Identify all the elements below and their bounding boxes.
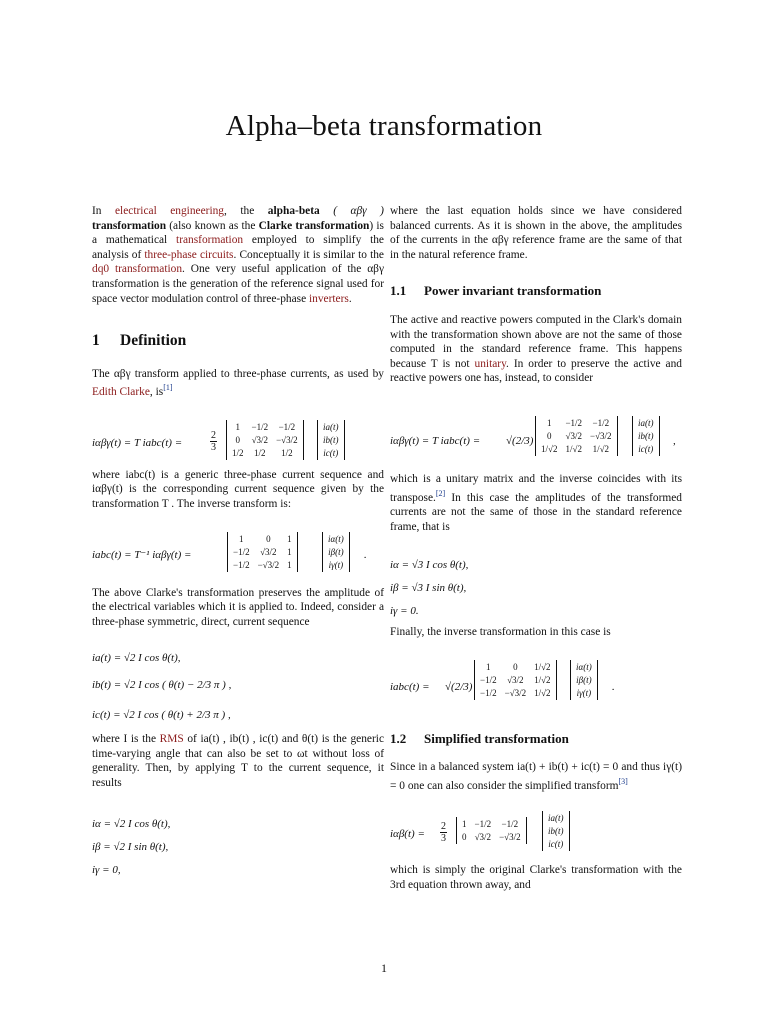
pow-text-1: The active and reactive powers computed in the Clark's domain with the transformation shown above are not the same of those computed in the standard reference frame. This happens because T is not [390,313,682,370]
eq3-line-c: ic(t) = √2 I cos ( θ(t) + 2/3 π ) , [92,709,231,722]
eq1-matrix-cell: 0 [235,434,240,445]
def-text-1: The αβγ transform applied to three-phase currents, as used by [92,367,384,380]
eq2-vector [322,532,350,572]
citation-1[interactable]: [1] [163,383,173,393]
eq4-line-gamma: iγ = 0, [92,863,121,876]
eq5-matrix-cell: 1 [546,417,552,428]
eq5-matrix-cell: √3/2 [565,430,582,441]
eq6-line-alpha: iα = √3 I cos θ(t), [390,559,469,572]
intro-text-4: ) is a mathematical [92,219,384,247]
page-number: 1 [381,961,387,975]
eq4-line-beta: iβ = √2 I sin θ(t), [92,840,169,853]
link-unitary[interactable]: unitary [474,357,507,370]
eq6-line-beta: iβ = √3 I sin θ(t), [390,582,467,595]
eq3-line-a: ia(t) = √2 I cos θ(t), [92,652,181,665]
eq5-tail: , [673,434,676,447]
eq7-tail: . [612,680,615,693]
subsection-title-2: Simplified transformation [424,730,569,746]
subsection-number: 1.1 [390,283,407,299]
simplified-paragraph [390,760,682,793]
link-three-phase-circuits[interactable]: three-phase circuits [144,248,234,261]
term-alpha-beta: alpha-beta [267,205,320,217]
unitary-text-1: which is a unitary matrix and the inverse coincides with its transpose. [390,472,682,504]
intro-text-6: . Conceptually it is similar to the [233,248,384,261]
eq5-matrix-cell: 1/√2 [541,443,558,454]
section-heading-definition [92,334,384,349]
where-paragraph-1: where iabc(t) is a generic three-phase current sequence and iαβγ(t) is the corresponding current sequence given by the transformation T . The inverse transform is: [92,468,384,510]
eq1-matrix-cell: √3/2 [251,434,269,445]
eq1-vector-cell: ia(t) [323,421,339,432]
eq5-vector-cell: ic(t) [638,443,654,454]
eq2-tail: . [364,548,367,561]
eq8-lhs: iαβ(t) = [390,828,425,841]
term-transformation: transformation [92,219,167,232]
intro-text-1: In [92,205,115,217]
where2-text-1: where I is the [92,733,160,746]
eq1-coefficient [210,430,217,453]
eq1-matrix-cell: 1/2 [281,447,293,458]
symbol-abg: ( αβγ ) [333,205,384,217]
eq2-matrix-cell: −√3/2 [257,559,280,570]
eq1-matrix-cell: −1/2 [278,421,296,432]
link-electrical-engineering[interactable]: electrical engineering [115,205,225,217]
equation-power-invariant [390,414,682,472]
page-title: Alpha–beta transformation [225,110,543,142]
eq8-matrix-cell: −1/2 [501,819,519,830]
eq1-matrix-cell: 1/2 [254,447,266,458]
eq1-vector [317,420,345,460]
equation-alpha-beta-result [92,813,384,882]
finally-paragraph: Finally, the inverse transformation in this case is [390,626,611,639]
eq1-matrix-cell: −1/2 [251,421,269,432]
eq2-matrix-cell: 1 [239,533,244,544]
pow-text-2: . In order to preserve the active and reactive powers one has, instead, to consider [390,357,682,385]
citation-3[interactable]: [3] [618,776,628,786]
eq5-matrix-cell: −√3/2 [590,430,612,441]
eq8-vector-cell: ib(t) [548,826,564,837]
eq5-vector-cell: ia(t) [638,417,654,428]
section-title: Definition [120,332,187,350]
equation-power-amplitudes [390,554,682,623]
intro-text-3: (also known as the [166,219,259,232]
power-paragraph [390,313,682,386]
eq5-coefficient: √(2/3) [506,434,534,447]
eq8-matrix-cell: −√3/2 [499,832,521,843]
eq1-coef-num: 2 [211,429,216,441]
eq5-lhs: iαβγ(t) = T iabc(t) = [390,434,481,447]
eq8-vector-cell: ia(t) [548,813,564,824]
link-edith-clarke[interactable]: Edith Clarke [92,386,150,399]
definition-paragraph [92,367,384,400]
subsection-heading-simplified [390,732,682,747]
eq2-matrix-cell: 1 [287,559,292,570]
subsection-number-2: 1.2 [390,730,407,746]
intro-paragraph [92,204,384,306]
eq1-vector-cell: ib(t) [323,434,339,445]
eq2-matrix-cell: 0 [266,533,271,544]
eq7-matrix-cell: 1/√2 [534,661,551,672]
eq2-matrix-cell: −1/2 [233,546,250,557]
equation-simplified [390,811,682,863]
eq7-matrix-cell: 0 [513,661,518,672]
eq1-matrix-cell: 1 [235,421,240,432]
eq7-matrix-cell: √3/2 [507,674,524,685]
eq1-lhs: iαβγ(t) = T iabc(t) = [92,436,183,449]
eq8-matrix-cell: 0 [462,832,467,843]
simp-text-1: Since in a balanced system ia(t) + ib(t) + ic(t) = 0 and thus iγ(t) = 0 one can also consider the simplified transform [390,761,682,792]
link-rms[interactable]: RMS [159,733,184,746]
eq5-vector [632,416,660,456]
eq7-vector-cell: iα(t) [576,661,592,672]
eq8-matrix-cell: 1 [462,819,467,830]
eq2-matrix-cell: 1 [287,533,292,544]
where2-text-2: of ia(t) , ib(t) , ic(t) and θ(t) is the generic time-varying angle that can also be set to ωt without loss of generality. Then, by applying T to the current sequence, it results [92,733,384,790]
eq8-vector [542,811,570,851]
subsection-heading-power-invariant [390,284,682,299]
eq1-vector-cell: ic(t) [323,447,339,458]
eq8-coef-num: 2 [441,821,446,833]
eq7-matrix-cell: 1/√2 [534,687,551,698]
unitary-text-2: In this case the amplitudes of the transformed currents are not the same of those in the standard reference frame, that is [390,491,682,533]
eq7-vector-cell: iβ(t) [576,674,592,685]
clarke-preserves-paragraph: The above Clarke's transformation preserves the amplitude of the electrical variables which it is applied to. Indeed, consider a three-phase symmetric, direct, current sequence [92,586,384,628]
equation-inverse-power-invariant [390,658,682,718]
link-dq0-transformation[interactable]: dq0 transformation [92,263,183,276]
eq2-matrix-cell: √3/2 [260,546,277,557]
link-transformation[interactable]: transformation [176,234,244,247]
eq5-matrix-cell: 1/√2 [565,443,582,454]
eq2-vector-cell: iα(t) [328,533,344,544]
section-number: 1 [92,332,100,350]
eq2-vector-cell: iγ(t) [328,559,344,570]
equation-clarke-transform [92,418,384,468]
def-text-2: , is [149,386,164,399]
eq1-coef-den: 3 [211,441,216,453]
eq7-matrix-cell: 1 [486,661,491,672]
citation-2[interactable]: [2] [435,488,446,498]
eq2-vector-cell: iβ(t) [328,546,344,557]
right-column [390,200,682,892]
eq5-vector-cell: ib(t) [638,430,654,441]
eq3-line-b: ib(t) = √2 I cos ( θ(t) − 2/3 π ) , [92,679,232,692]
eq8-matrix [456,817,527,844]
eq7-vector [570,660,598,700]
eq1-matrix-cell: −√3/2 [276,434,298,445]
eq5-matrix-cell: 0 [546,430,552,441]
eq5-matrix-cell: −1/2 [592,417,610,428]
eq2-matrix-cell: 1 [287,546,292,557]
eq1-matrix-cell: 1/2 [232,447,244,458]
equation-current-sequence [92,647,384,730]
eq2-matrix-cell: −1/2 [233,559,250,570]
eq8-coef-den: 3 [441,833,446,845]
eq7-coefficient: √(2/3) [445,680,473,693]
eq6-line-gamma: iγ = 0. [390,605,419,618]
right-top-paragraph: where the last equation holds since we have considered balanced currents. As it is shown in the above, the amplitudes of the currents in the αβγ reference frame are the same of that in the natural reference frame. [390,205,682,261]
eq5-matrix [535,416,618,456]
intro-text-5: employed to simplify the analysis of [92,234,384,261]
eq1-matrix [226,420,304,460]
eq7-lhs: iabc(t) = [390,680,430,693]
eq8-coefficient [440,821,447,844]
eq8-matrix-cell: √3/2 [474,832,492,843]
eq7-matrix-cell: 1/√2 [534,674,551,685]
eq8-vector-cell: ic(t) [548,839,564,850]
intro-text-7: . One very useful application of the αβγ transformation is the generation of the reference signal used for space vector modulation control of three-phase [92,263,384,305]
eq5-matrix-cell: 1/√2 [592,443,610,454]
eq4-line-alpha: iα = √2 I cos θ(t), [92,817,171,830]
term-clarke-transformation: Clarke transformation [258,219,370,232]
intro-text-8: . [348,292,352,305]
eq2-lhs: iabc(t) = T⁻¹ iαβγ(t) = [92,548,192,561]
eq5-matrix-cell: −1/2 [565,417,583,428]
link-inverters[interactable]: inverters [308,292,349,305]
eq7-vector-cell: iγ(t) [576,687,592,698]
intro-text-2: , the [224,205,268,217]
left-column [92,200,384,882]
where-paragraph-2 [92,732,384,790]
equation-inverse-transform [92,530,384,582]
eq7-matrix-cell: −1/2 [480,687,497,698]
eq7-matrix-cell: −1/2 [480,674,497,685]
eq8-matrix-cell: −1/2 [474,819,492,830]
unitary-paragraph [390,472,682,534]
end-paragraph: which is simply the original Clarke's transformation with the 3rd equation thrown away, and [390,864,682,891]
eq7-matrix-cell: −√3/2 [504,687,527,698]
subsection-title: Power invariant transformation [424,283,602,299]
eq2-matrix [227,532,298,572]
eq7-matrix [474,660,557,700]
